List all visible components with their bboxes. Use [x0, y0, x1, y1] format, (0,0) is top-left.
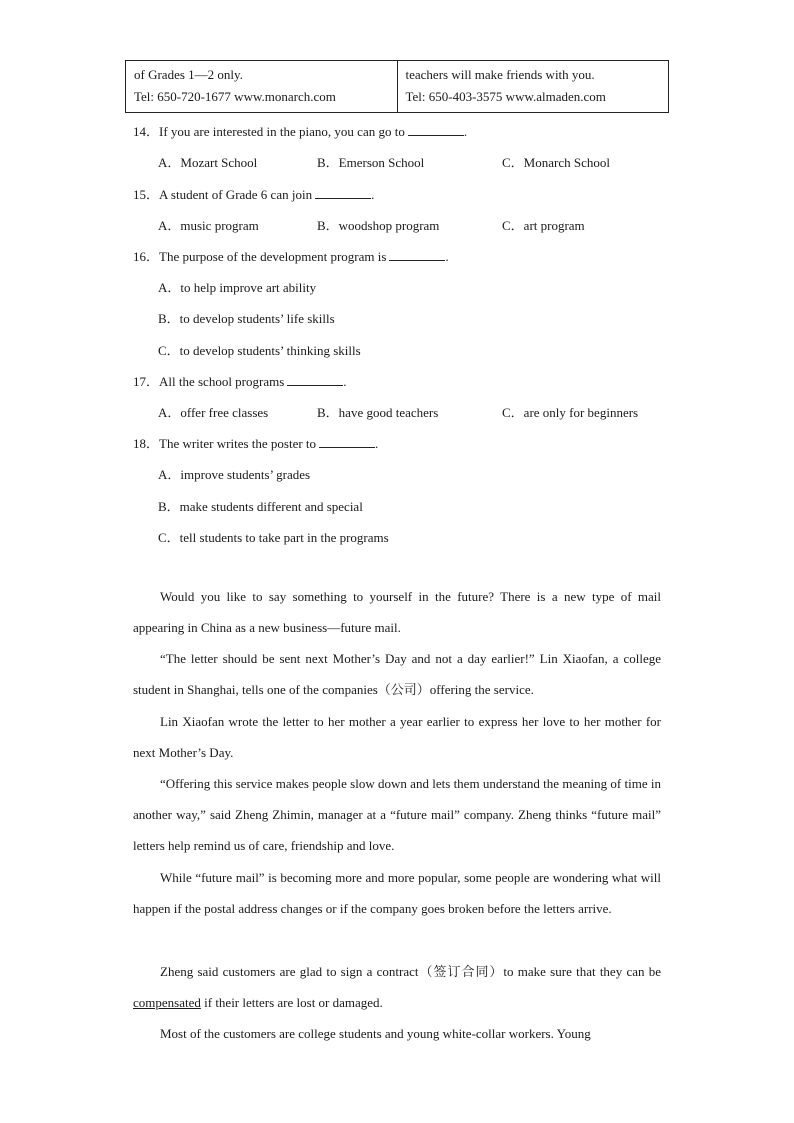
q15-option-b: B．woodshop program — [317, 218, 440, 233]
question-end: . — [375, 436, 379, 451]
question-14-stem: 14．If you are interested in the piano, you can go to — [133, 124, 405, 139]
paragraph-text: Most of the customers are college students and young white-collar workers. Young — [160, 1026, 591, 1041]
question-end: . — [445, 249, 449, 264]
paragraph-text: Lin Xiaofan wrote the letter to her mother a year earlier to express her love to her mother for next Mother’s Day. — [133, 714, 661, 761]
answer-blank — [408, 124, 464, 136]
paragraph-text: “The letter should be sent next Mother’s Day and not a day earlier!” Lin Xiaofan, a college student in Shanghai, tells one of the companies（公司）offering the service. — [133, 651, 661, 698]
school-info-table — [125, 60, 669, 113]
question-14 — [133, 121, 467, 140]
paragraph-text: While “future mail” is becoming more and more popular, some people are wondering what will happen if the postal address changes or if the company goes broken before the letters arrive. — [133, 870, 661, 917]
question-18-stem: 18．The writer writes the poster to — [133, 436, 317, 451]
question-15-stem: 15．A student of Grade 6 can join — [133, 187, 313, 202]
q17-option-a: A．offer free classes — [158, 405, 269, 420]
passage-paragraph-1 — [133, 581, 661, 643]
question-18 — [133, 433, 378, 452]
paragraph-text: “Offering this service makes people slow down and lets them understand the meaning of time in another way,” said Zheng Zhimin, manager at a “future mail” company. Zheng thinks “future mail” letters help remind us of care, friendship and love. — [133, 776, 661, 854]
question-16-stem: 16．The purpose of the development program is — [133, 249, 387, 264]
q14-option-b: B．Emerson School — [317, 155, 425, 170]
paragraph-text: Zheng said customers are glad to sign a contract（签订合同）to make sure that they can be — [160, 964, 661, 979]
q18-option-c: C．tell students to take part in the programs — [158, 530, 389, 545]
passage-paragraph-7 — [133, 1018, 661, 1049]
q14-option-a: A．Mozart School — [158, 155, 258, 170]
almaden-teacher-note: teachers will make friends with you. — [405, 67, 595, 82]
q14-option-c: C．Monarch School — [502, 155, 610, 170]
question-end: . — [371, 187, 375, 202]
passage-paragraph-4 — [133, 768, 661, 862]
paragraph-text: if their letters are lost or damaged. — [200, 995, 383, 1011]
question-end: . — [463, 124, 468, 139]
q16-option-a: A．to help improve art ability — [158, 280, 317, 295]
question-17 — [133, 371, 347, 390]
almaden-school-cell — [397, 61, 669, 113]
question-15 — [133, 184, 374, 203]
passage-paragraph-2 — [133, 643, 661, 705]
q17-option-b: B．have good teachers — [317, 405, 439, 420]
answer-blank — [319, 436, 375, 448]
question-17-stem: 17．All the school programs — [133, 374, 285, 389]
question-end: . — [343, 374, 347, 389]
underlined-word-compensated: compensated — [133, 995, 201, 1011]
passage-paragraph-6 — [133, 956, 661, 1018]
question-16 — [133, 246, 449, 265]
paragraph-text: Would you like to say something to yourself in the future? There is a new type of mail appearing in China as a new business—future mail. — [133, 589, 661, 636]
q15-option-c: C．art program — [502, 218, 585, 233]
passage-paragraph-3 — [133, 706, 661, 768]
answer-blank — [287, 374, 343, 386]
passage-paragraph-5 — [133, 862, 661, 924]
q15-option-a: A．music program — [158, 218, 259, 233]
q17-option-c: C．are only for beginners — [502, 405, 639, 420]
q18-option-a: A．improve students’ grades — [158, 467, 311, 482]
q18-option-b: B．make students different and special — [158, 499, 363, 514]
almaden-contact: Tel: 650-403-3575 www.almaden.com — [405, 89, 606, 104]
q16-option-b: B．to develop students’ life skills — [158, 311, 335, 326]
monarch-school-cell — [126, 61, 398, 113]
monarch-contact: Tel: 650-720-1677 www.monarch.com — [134, 89, 336, 104]
answer-blank — [315, 187, 371, 199]
answer-blank — [389, 249, 445, 261]
monarch-grade-note: of Grades 1—2 only. — [134, 67, 243, 82]
q16-option-c: C．to develop students’ thinking skills — [158, 343, 361, 358]
